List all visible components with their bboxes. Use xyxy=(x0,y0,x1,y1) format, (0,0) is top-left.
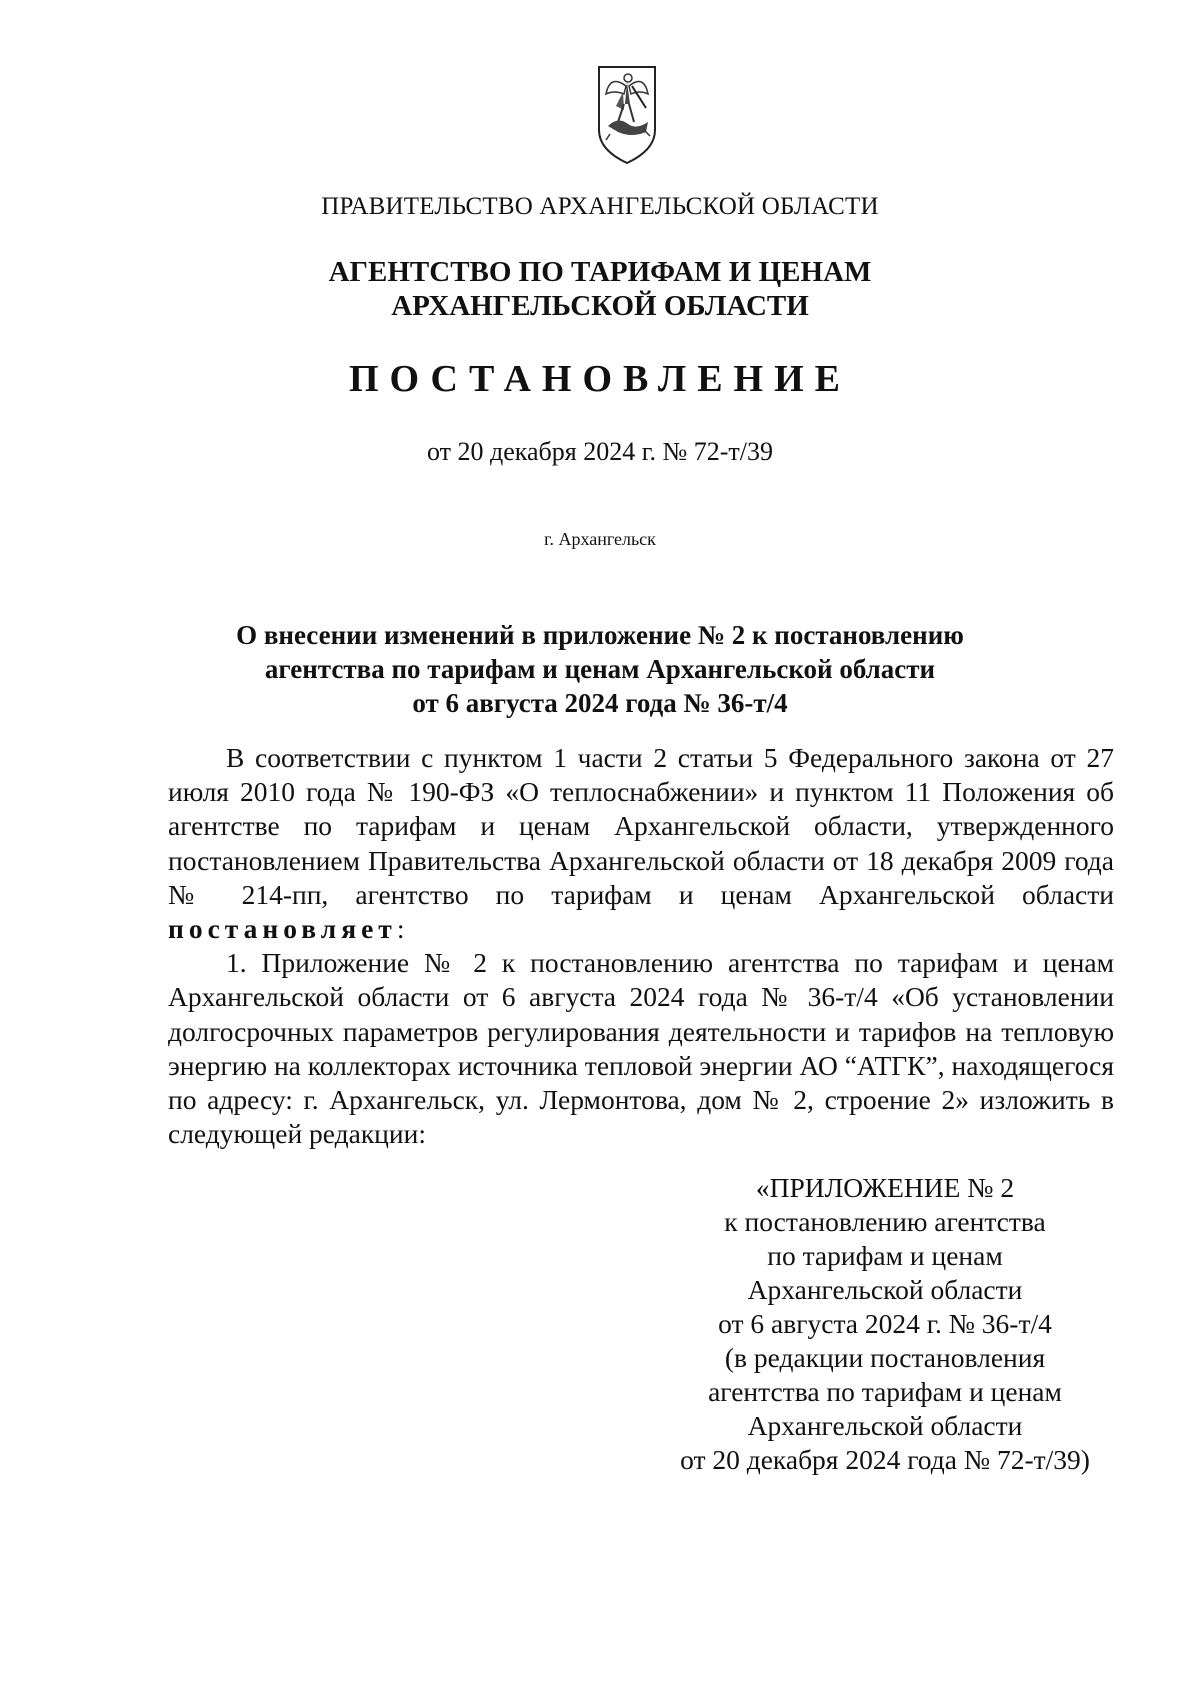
appendix-line: от 6 августа 2024 г. № 36-т/4 xyxy=(718,1308,1052,1339)
decree-colon: : xyxy=(396,913,405,945)
appendix-line: к постановлению агентства xyxy=(724,1206,1046,1237)
appendix-heading xyxy=(640,1171,1130,1477)
arkhangelsk-coat-of-arms-icon xyxy=(596,64,658,166)
document-city: г. Архангельск xyxy=(544,529,656,549)
preamble-text: В соответствии с пунктом 1 части 2 статьи 5 Федерального закона от 27 июля 2010 года № 190-ФЗ «О теплоснабжении» и пунктом 11 Положения об агентстве по тарифам и ценам Архангельской области, утвержденного постановлением Правительства Архангельской области от 18 декабря 2009 года № 214-пп, агентство по тарифам и ценам Архангельской области xyxy=(168,742,1114,910)
appendix-line: (в редакции постановления xyxy=(724,1342,1046,1373)
agency-heading-line: АГЕНТСТВО ПО ТАРИФАМ И ЦЕНАМ xyxy=(328,256,872,288)
agency-heading-line: АРХАНГЕЛЬСКОЙ ОБЛАСТИ xyxy=(391,290,809,322)
government-heading: ПРАВИТЕЛЬСТВО АРХАНГЕЛЬСКОЙ ОБЛАСТИ xyxy=(321,193,879,220)
document-subject xyxy=(140,618,1060,720)
appendix-line: Архангельской области xyxy=(747,1274,1023,1305)
agency-heading xyxy=(0,255,1200,323)
appendix-line: Архангельской области xyxy=(747,1410,1023,1441)
item-paragraph: 1. Приложение № 2 к постановлению агентства по тарифам и ценам Архангельской области от 6 августа 2024 года № 36-т/4 «Об установлении долгосрочных параметров регулирования деятельности и тарифов на тепловую энергию на коллекторах источника тепловой энергии АО “АТГК”, находящегося по адресу: г. Архангельск, ул. Лермонтова, дом № 2, строение 2» изложить в следующей редакции: xyxy=(168,947,1114,1150)
subject-line: агентства по тарифам и ценам Архангельской области xyxy=(264,654,936,684)
document-date-number: от 20 декабря 2024 г. № 72-т/39 xyxy=(426,437,774,466)
appendix-line: по тарифам и ценам xyxy=(767,1240,1003,1271)
subject-line: О внесении изменений в приложение № 2 к постановлению xyxy=(236,620,964,650)
document-type-title: ПОСТАНОВЛЕНИЕ xyxy=(348,358,852,400)
appendix-line: «ПРИЛОЖЕНИЕ № 2 xyxy=(755,1172,1015,1203)
appendix-line: агентства по тарифам и ценам xyxy=(708,1376,1062,1407)
appendix-line: от 20 декабря 2024 года № 72-т/39) xyxy=(680,1444,1090,1475)
decree-word: постановляет xyxy=(168,913,397,945)
preamble-paragraph xyxy=(168,741,1114,946)
document-body xyxy=(168,741,1114,1151)
subject-line: от 6 августа 2024 года № 36-т/4 xyxy=(412,688,788,718)
